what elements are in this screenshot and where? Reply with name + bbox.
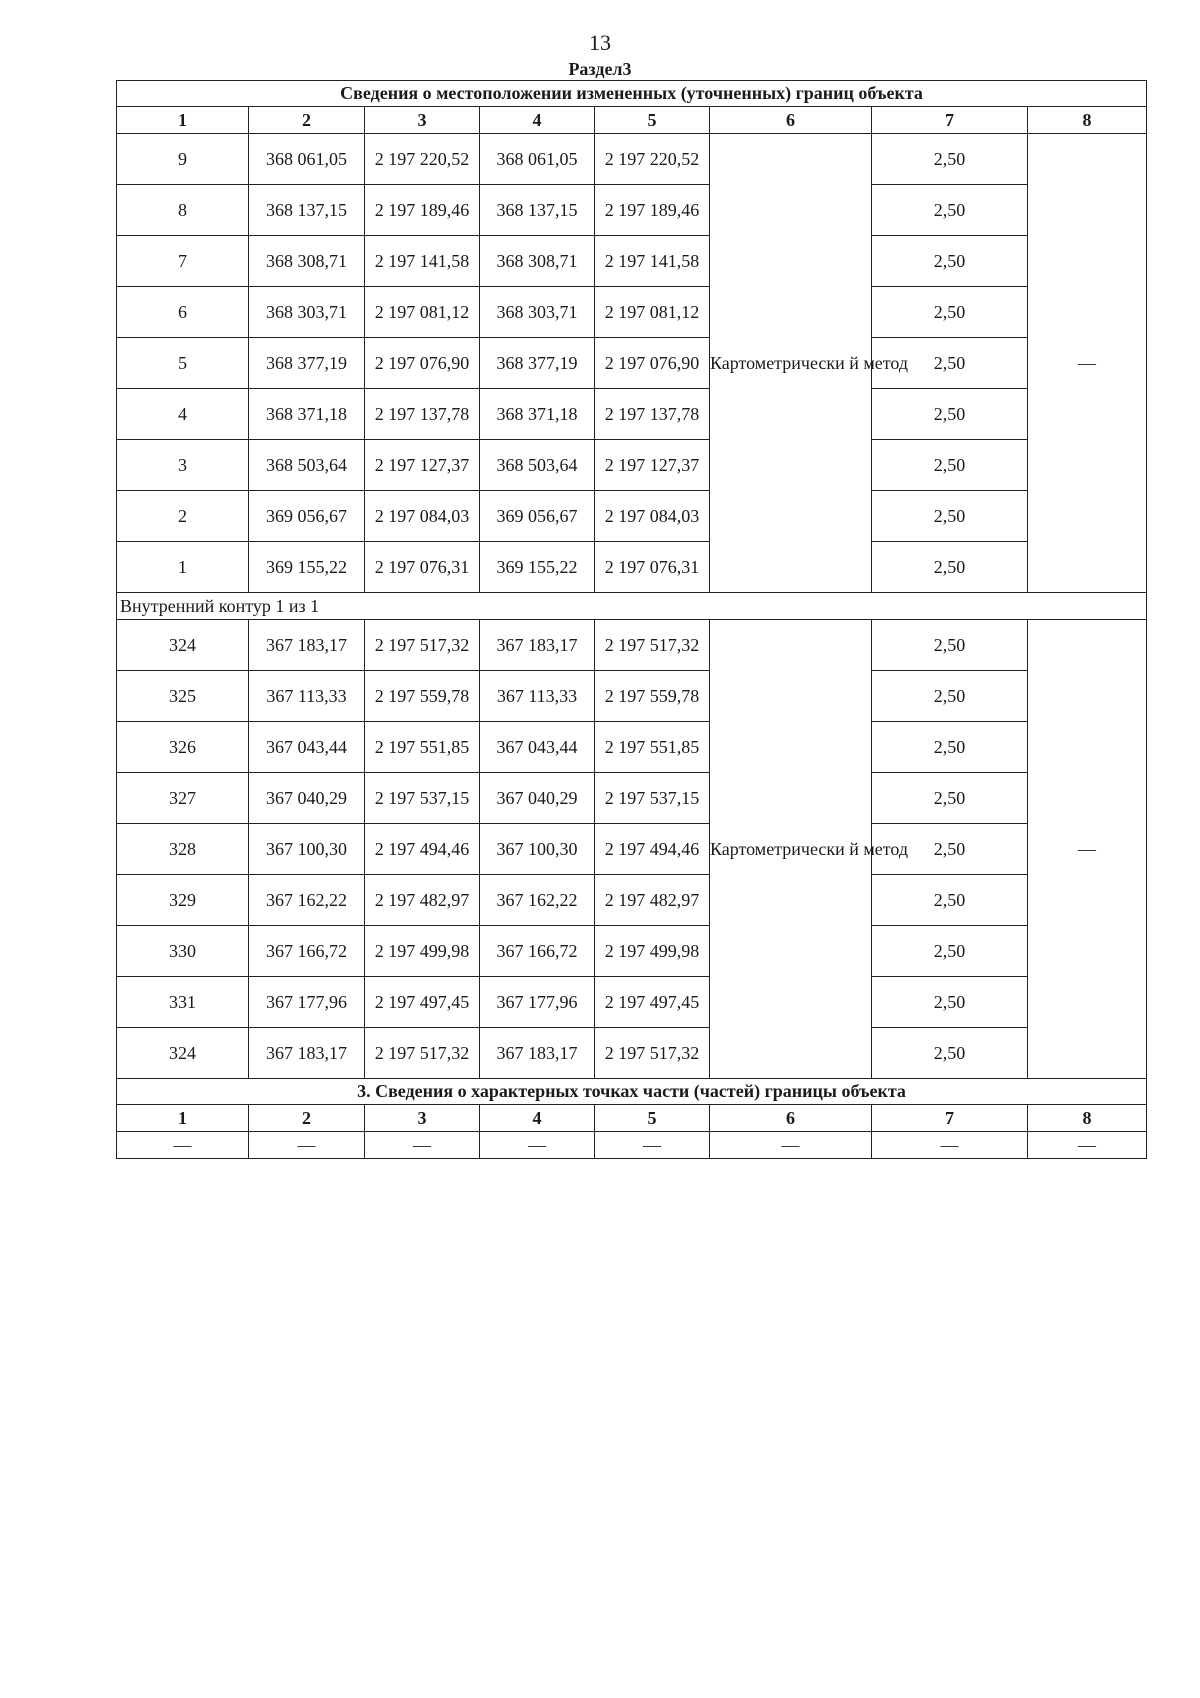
- coordinate-x: 367 183,17: [249, 620, 365, 671]
- column-header: 5: [595, 1105, 710, 1132]
- coordinate-y: 2 197 137,78: [365, 389, 480, 440]
- coordinate-y: 2 197 551,85: [595, 722, 710, 773]
- point-number: 9: [117, 134, 249, 185]
- coordinate-x: 367 177,96: [249, 977, 365, 1028]
- table-row: [117, 542, 1147, 593]
- coordinate-x: 367 183,17: [480, 620, 595, 671]
- point-number: 329: [117, 875, 249, 926]
- point-number: 331: [117, 977, 249, 1028]
- point-number: 2: [117, 491, 249, 542]
- column-header: 1: [117, 1105, 249, 1132]
- table-row: [117, 236, 1147, 287]
- coordinate-y: 2 197 081,12: [365, 287, 480, 338]
- coordinate-x: 367 113,33: [249, 671, 365, 722]
- column-header-row: [117, 107, 1147, 134]
- table-row: [117, 134, 1147, 185]
- table-row: [117, 491, 1147, 542]
- coordinate-x: 368 371,18: [480, 389, 595, 440]
- inner-contour-row: [117, 593, 1147, 620]
- coordinate-y: 2 197 076,31: [365, 542, 480, 593]
- coordinate-x: 367 040,29: [480, 773, 595, 824]
- dash-cell: —: [117, 1132, 249, 1159]
- table-row: [117, 440, 1147, 491]
- coordinate-x: 367 183,17: [249, 1028, 365, 1079]
- coordinate-y: 2 197 127,37: [595, 440, 710, 491]
- table-body: [117, 81, 1147, 1159]
- point-number: 324: [117, 620, 249, 671]
- dash-cell: —: [480, 1132, 595, 1159]
- point-number: 7: [117, 236, 249, 287]
- coordinate-y: 2 197 482,97: [365, 875, 480, 926]
- coordinate-y: 2 197 189,46: [365, 185, 480, 236]
- coordinate-y: 2 197 537,15: [595, 773, 710, 824]
- table-row: [117, 1028, 1147, 1079]
- table-row: [117, 389, 1147, 440]
- section-label: Раздел3: [568, 59, 632, 79]
- coordinate-y: 2 197 559,78: [365, 671, 480, 722]
- coordinate-x: 367 162,22: [249, 875, 365, 926]
- dash-cell: —: [1028, 134, 1147, 593]
- coordinate-x: 368 303,71: [249, 287, 365, 338]
- coordinate-y: 2 197 220,52: [595, 134, 710, 185]
- column-header: 4: [480, 1105, 595, 1132]
- coordinate-x: 368 308,71: [480, 236, 595, 287]
- accuracy-value: 2,50: [872, 977, 1028, 1028]
- inner-contour-label: Внутренний контур 1 из 1: [117, 593, 1147, 620]
- coordinate-x: 367 166,72: [249, 926, 365, 977]
- coordinate-y: 2 197 517,32: [595, 1028, 710, 1079]
- page-number: 13: [589, 30, 611, 55]
- coordinate-y: 2 197 084,03: [365, 491, 480, 542]
- table-row: [117, 185, 1147, 236]
- accuracy-value: 2,50: [872, 440, 1028, 491]
- accuracy-value: 2,50: [872, 620, 1028, 671]
- parts-title-row: [117, 1079, 1147, 1105]
- coordinate-x: 367 113,33: [480, 671, 595, 722]
- coordinate-y: 2 197 499,98: [595, 926, 710, 977]
- column-header: 7: [872, 107, 1028, 134]
- column-header: 4: [480, 107, 595, 134]
- accuracy-value: 2,50: [872, 671, 1028, 722]
- accuracy-value: 2,50: [872, 134, 1028, 185]
- coordinate-x: 369 056,67: [480, 491, 595, 542]
- dash-cell: —: [1028, 1132, 1147, 1159]
- coordinate-x: 368 061,05: [249, 134, 365, 185]
- coordinate-y: 2 197 076,31: [595, 542, 710, 593]
- coordinate-y: 2 197 220,52: [365, 134, 480, 185]
- table-row: [117, 824, 1147, 875]
- accuracy-value: 2,50: [872, 722, 1028, 773]
- point-number: 324: [117, 1028, 249, 1079]
- point-number: 1: [117, 542, 249, 593]
- coordinate-x: 369 155,22: [249, 542, 365, 593]
- coordinate-y: 2 197 494,46: [365, 824, 480, 875]
- method-cell: Картометрически й метод: [710, 620, 872, 1079]
- dash-cell: —: [872, 1132, 1028, 1159]
- coordinate-x: 368 061,05: [480, 134, 595, 185]
- coordinate-y: 2 197 137,78: [595, 389, 710, 440]
- column-header: 5: [595, 107, 710, 134]
- coordinate-x: 367 162,22: [480, 875, 595, 926]
- point-number: 327: [117, 773, 249, 824]
- table-row: [117, 1132, 1147, 1159]
- accuracy-value: 2,50: [872, 824, 1028, 875]
- column-header: 6: [710, 1105, 872, 1132]
- coordinate-y: 2 197 494,46: [595, 824, 710, 875]
- accuracy-value: 2,50: [872, 287, 1028, 338]
- column-header: 3: [365, 1105, 480, 1132]
- point-number: 8: [117, 185, 249, 236]
- dash-cell: —: [710, 1132, 872, 1159]
- coordinate-y: 2 197 497,45: [365, 977, 480, 1028]
- point-number: 4: [117, 389, 249, 440]
- coordinate-x: 368 377,19: [480, 338, 595, 389]
- coordinate-y: 2 197 084,03: [595, 491, 710, 542]
- coordinate-x: 367 100,30: [249, 824, 365, 875]
- coordinate-y: 2 197 076,90: [595, 338, 710, 389]
- coordinate-x: 368 503,64: [480, 440, 595, 491]
- point-number: 328: [117, 824, 249, 875]
- accuracy-value: 2,50: [872, 236, 1028, 287]
- table-title: Сведения о местоположении измененных (уточненных) границ объекта: [117, 81, 1147, 107]
- coordinate-x: 367 166,72: [480, 926, 595, 977]
- coordinate-x: 367 043,44: [480, 722, 595, 773]
- accuracy-value: 2,50: [872, 875, 1028, 926]
- accuracy-value: 2,50: [872, 542, 1028, 593]
- method-cell: Картометрически й метод: [710, 134, 872, 593]
- coordinate-x: 368 377,19: [249, 338, 365, 389]
- point-number: 326: [117, 722, 249, 773]
- table-row: [117, 875, 1147, 926]
- table-row: [117, 926, 1147, 977]
- coordinate-y: 2 197 497,45: [595, 977, 710, 1028]
- table-row: [117, 287, 1147, 338]
- coordinate-x: 368 137,15: [480, 185, 595, 236]
- coordinate-x: 367 183,17: [480, 1028, 595, 1079]
- coordinate-y: 2 197 076,90: [365, 338, 480, 389]
- point-number: 325: [117, 671, 249, 722]
- accuracy-value: 2,50: [872, 1028, 1028, 1079]
- coordinate-x: 368 308,71: [249, 236, 365, 287]
- table-row: [117, 671, 1147, 722]
- coordinate-x: 368 371,18: [249, 389, 365, 440]
- table-row: [117, 977, 1147, 1028]
- coordinate-y: 2 197 499,98: [365, 926, 480, 977]
- accuracy-value: 2,50: [872, 338, 1028, 389]
- coordinate-y: 2 197 517,32: [595, 620, 710, 671]
- point-number: 3: [117, 440, 249, 491]
- table-title-row: [117, 81, 1147, 107]
- coordinate-x: 367 100,30: [480, 824, 595, 875]
- coordinate-x: 367 177,96: [480, 977, 595, 1028]
- column-header: 8: [1028, 1105, 1147, 1132]
- dash-cell: —: [595, 1132, 710, 1159]
- coordinate-y: 2 197 559,78: [595, 671, 710, 722]
- point-number: 6: [117, 287, 249, 338]
- column-header: 3: [365, 107, 480, 134]
- coordinate-y: 2 197 189,46: [595, 185, 710, 236]
- parts-title: 3. Сведения о характерных точках части (частей) границы объекта: [117, 1079, 1147, 1105]
- coordinate-y: 2 197 081,12: [595, 287, 710, 338]
- coordinate-x: 368 303,71: [480, 287, 595, 338]
- coordinate-y: 2 197 517,32: [365, 620, 480, 671]
- accuracy-value: 2,50: [872, 389, 1028, 440]
- coordinate-y: 2 197 141,58: [595, 236, 710, 287]
- dash-cell: —: [1028, 620, 1147, 1079]
- table-row: [117, 338, 1147, 389]
- coordinate-x: 369 155,22: [480, 542, 595, 593]
- coordinate-x: 368 137,15: [249, 185, 365, 236]
- accuracy-value: 2,50: [872, 185, 1028, 236]
- column-header: 8: [1028, 107, 1147, 134]
- coordinate-x: 367 040,29: [249, 773, 365, 824]
- accuracy-value: 2,50: [872, 773, 1028, 824]
- coordinate-y: 2 197 482,97: [595, 875, 710, 926]
- coordinate-y: 2 197 551,85: [365, 722, 480, 773]
- column-header: 6: [710, 107, 872, 134]
- column-header: 1: [117, 107, 249, 134]
- coordinate-y: 2 197 127,37: [365, 440, 480, 491]
- table-row: [117, 620, 1147, 671]
- dash-cell: —: [365, 1132, 480, 1159]
- coordinate-y: 2 197 537,15: [365, 773, 480, 824]
- accuracy-value: 2,50: [872, 926, 1028, 977]
- column-header: 2: [249, 107, 365, 134]
- coordinate-x: 369 056,67: [249, 491, 365, 542]
- table-row: [117, 773, 1147, 824]
- column-header: 2: [249, 1105, 365, 1132]
- coordinate-x: 367 043,44: [249, 722, 365, 773]
- point-number: 5: [117, 338, 249, 389]
- coordinate-x: 368 503,64: [249, 440, 365, 491]
- coordinate-y: 2 197 141,58: [365, 236, 480, 287]
- table-row: [117, 722, 1147, 773]
- column-header: 7: [872, 1105, 1028, 1132]
- column-header-row: [117, 1105, 1147, 1132]
- dash-cell: —: [249, 1132, 365, 1159]
- boundary-table: [116, 80, 1147, 1159]
- accuracy-value: 2,50: [872, 491, 1028, 542]
- point-number: 330: [117, 926, 249, 977]
- coordinate-y: 2 197 517,32: [365, 1028, 480, 1079]
